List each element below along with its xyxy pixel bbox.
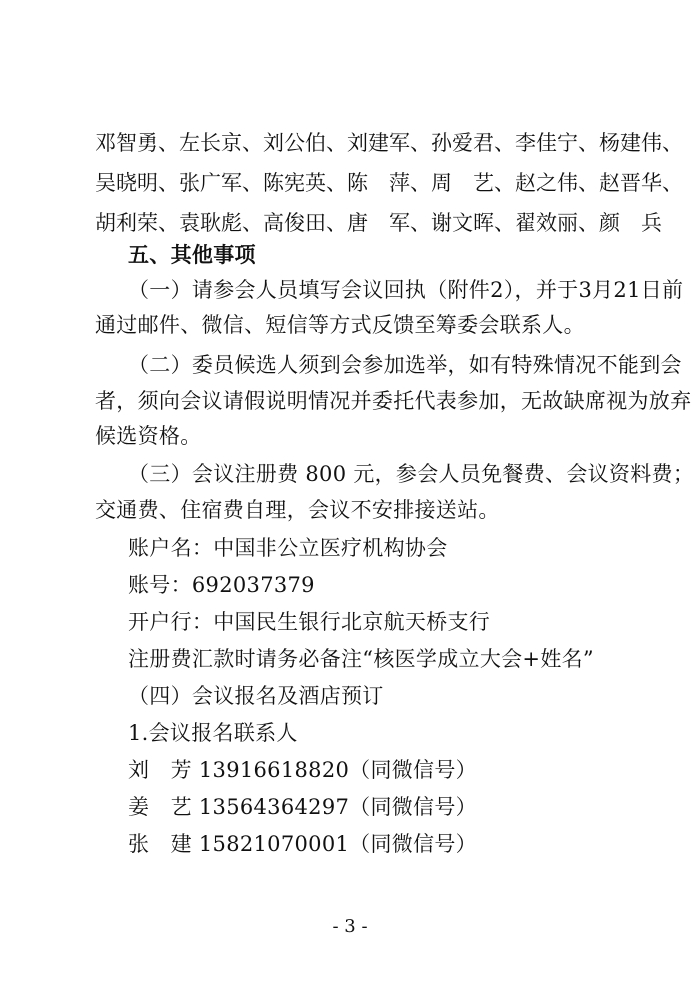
paragraph-line: 者，须向会议请假说明情况并委托代表参加，无故缺席视为放弃 (95, 389, 692, 413)
name-item: 张广军、 (179, 171, 263, 195)
name-item: 刘建军、 (347, 131, 431, 155)
name-item: 邓智勇、 (95, 131, 179, 155)
paragraph-line: （一）请参会人员填写会议回执（附件2），并于3月21日前 (128, 278, 684, 302)
bank-name: 开户行：中国民生银行北京航天桥支行 (128, 610, 491, 634)
name-item: 赵之伟、 (515, 171, 599, 195)
name-item: 谢文晖、 (431, 211, 515, 235)
names-row-1 (95, 128, 683, 158)
name-item: 陈 萍、 (347, 171, 431, 195)
name-item: 杨建伟、 (599, 131, 683, 155)
name-item: 李佳宁、 (515, 131, 599, 155)
name-item: 高俊田、 (263, 211, 347, 235)
name-item: 翟效丽、 (515, 211, 599, 235)
contacts-title: 1.会议报名联系人 (128, 721, 298, 745)
name-item: 刘公伯、 (263, 131, 347, 155)
paragraph-line: （二）委员候选人须到会参加选举，如有特殊情况不能到会 (128, 353, 682, 377)
account-number: 账号：692037379 (128, 573, 315, 597)
name-item: 颜 兵 (599, 211, 662, 235)
name-item: 吴晓明、 (95, 171, 179, 195)
names-row-2 (95, 168, 683, 198)
name-item: 左长京、 (179, 131, 263, 155)
name-item: 胡利荣、 (95, 211, 179, 235)
sub-item-registration: （四）会议报名及酒店预订 (128, 684, 384, 708)
names-row-3 (95, 208, 662, 238)
paragraph-line: 通过邮件、微信、短信等方式反馈至筹委会联系人。 (95, 313, 585, 337)
name-item: 赵晋华、 (599, 171, 683, 195)
contact-line: 刘 芳 13916618820（同微信号） (128, 758, 477, 782)
name-item: 孙爱君、 (431, 131, 515, 155)
contact-line: 姜 艺 13564364297（同微信号） (128, 795, 477, 819)
account-name: 账户名：中国非公立医疗机构协会 (128, 536, 448, 560)
paragraph-line: （三）会议注册费 800 元，参会人员免餐费、会议资料费； (128, 462, 695, 486)
contact-line: 张 建 15821070001（同微信号） (128, 832, 477, 856)
name-item: 唐 军、 (347, 211, 431, 235)
page-number: - 3 - (332, 916, 368, 937)
name-item: 袁耿彪、 (179, 211, 263, 235)
paragraph-line: 候选资格。 (95, 424, 202, 448)
remittance-remark: 注册费汇款时请务必备注“核医学成立大会+姓名” (128, 647, 594, 671)
name-item: 陈宪英、 (263, 171, 347, 195)
section-heading: 五、其他事项 (128, 243, 256, 267)
paragraph-line: 交通费、住宿费自理，会议不安排接送站。 (95, 498, 500, 522)
name-item: 周 艺、 (431, 171, 515, 195)
